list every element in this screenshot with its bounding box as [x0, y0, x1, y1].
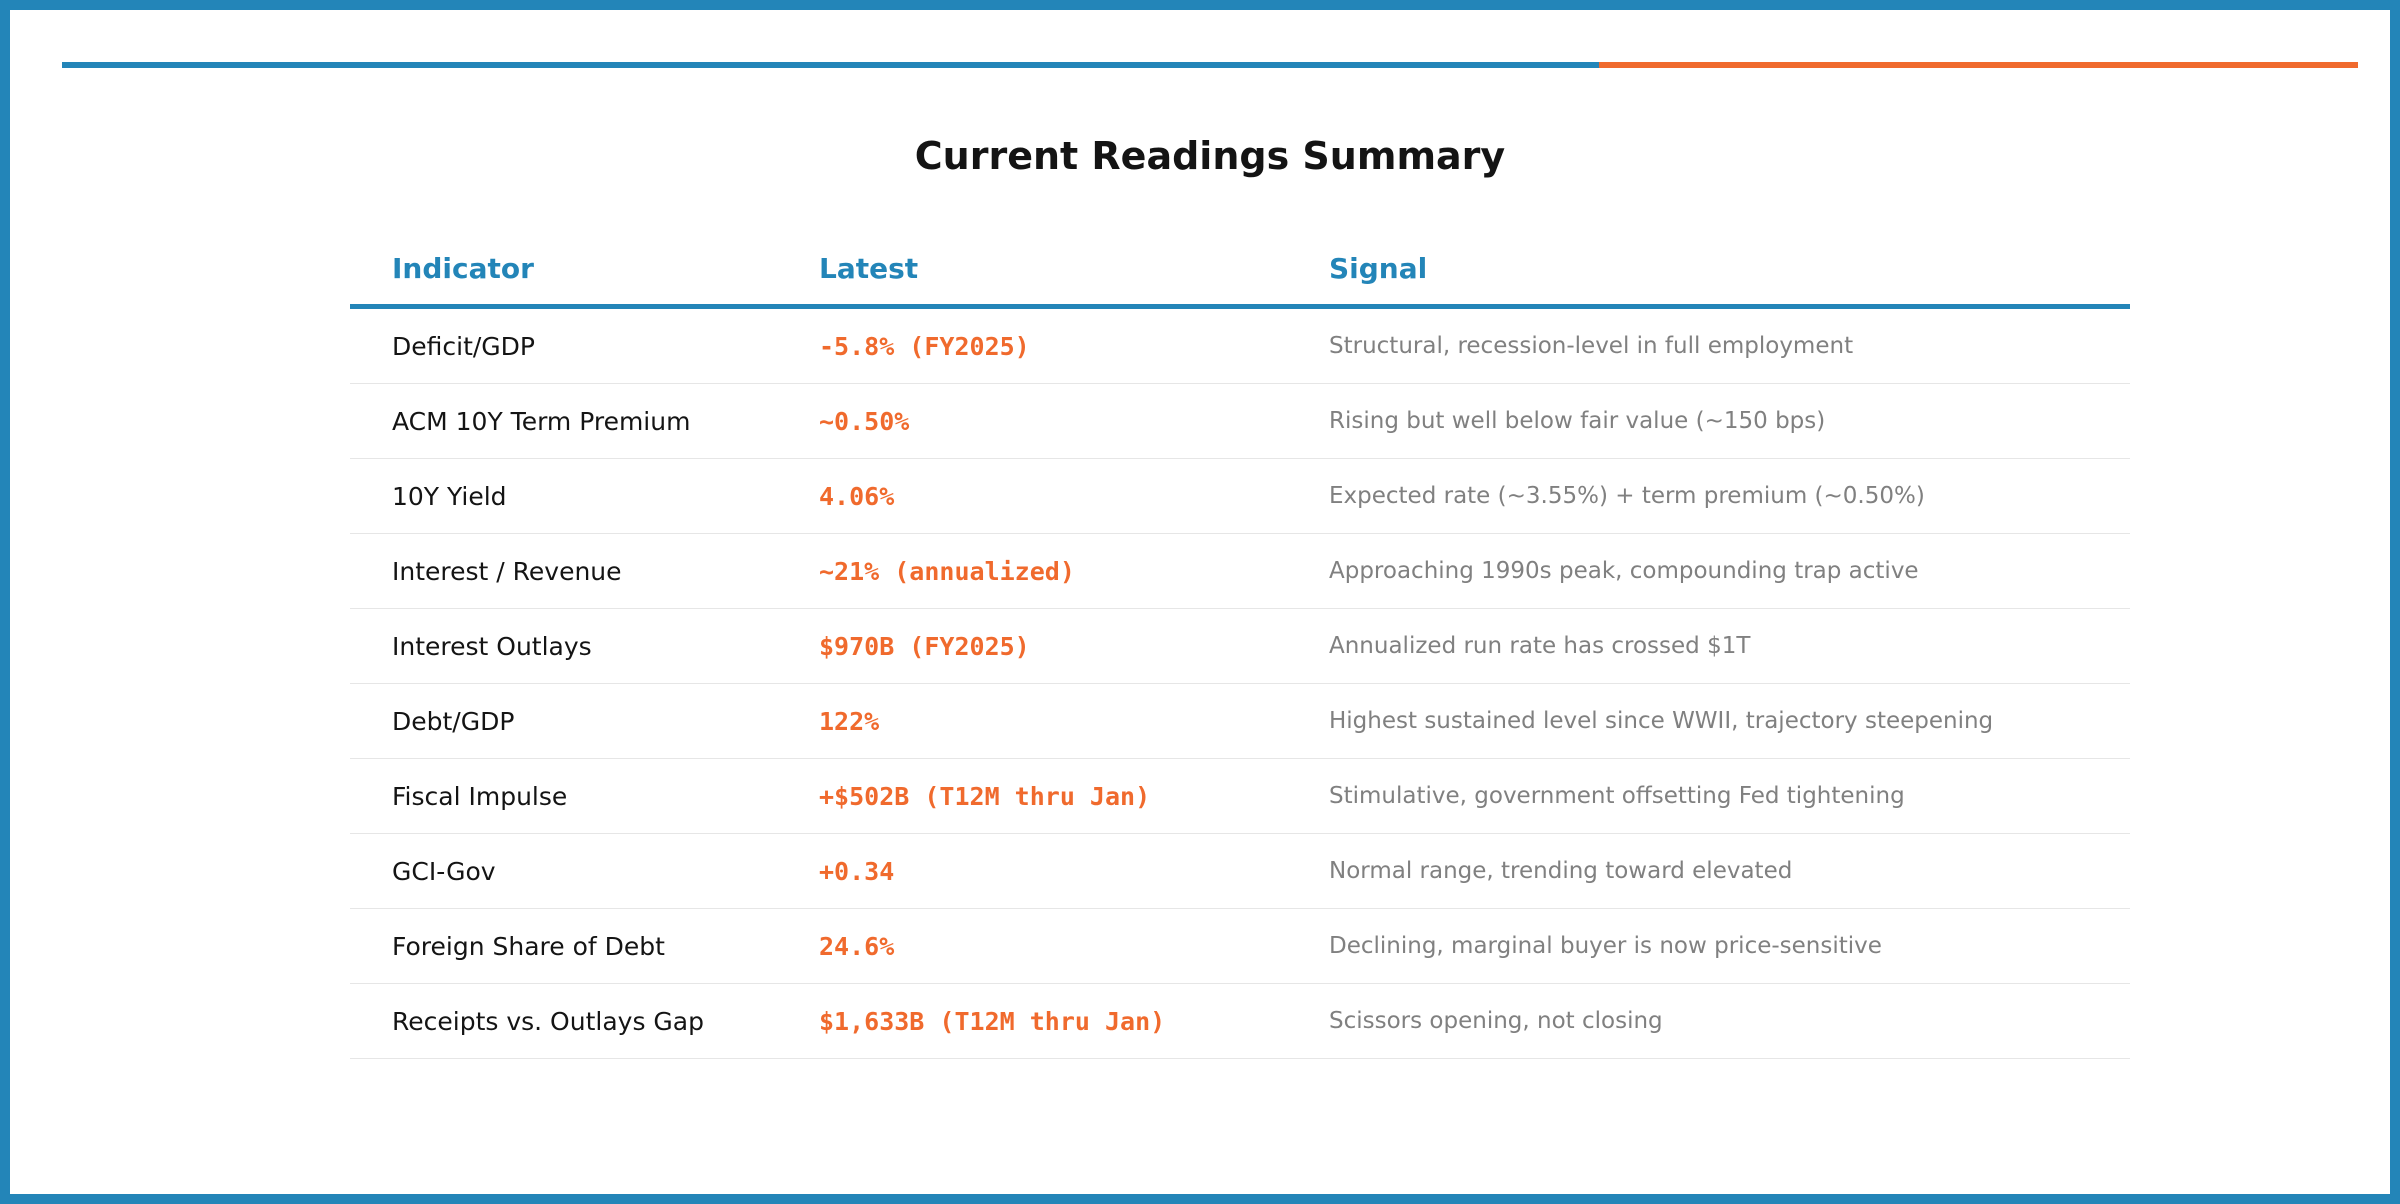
signal-cell: Declining, marginal buyer is now price-sensitive [1329, 909, 2130, 984]
table-row [350, 609, 2130, 684]
accent-bar [62, 62, 2358, 68]
indicator-cell: ACM 10Y Term Premium [350, 384, 819, 459]
latest-cell: $970B (FY2025) [819, 609, 1329, 684]
header-indicator: Indicator [350, 232, 819, 307]
signal-cell: Approaching 1990s peak, compounding trap active [1329, 534, 2130, 609]
indicator-cell: Interest Outlays [350, 609, 819, 684]
latest-cell: +0.34 [819, 834, 1329, 909]
latest-cell: ~0.50% [819, 384, 1329, 459]
indicator-cell: Foreign Share of Debt [350, 909, 819, 984]
latest-cell: 24.6% [819, 909, 1329, 984]
signal-cell: Structural, recession-level in full employment [1329, 307, 2130, 384]
readings-table [350, 232, 2130, 1059]
signal-cell: Rising but well below fair value (~150 bps) [1329, 384, 2130, 459]
table-header-row [350, 232, 2130, 307]
header-signal: Signal [1329, 232, 2130, 307]
indicator-cell: GCI-Gov [350, 834, 819, 909]
indicator-cell: Fiscal Impulse [350, 759, 819, 834]
signal-cell: Annualized run rate has crossed $1T [1329, 609, 2130, 684]
table-row [350, 984, 2130, 1059]
page-title: Current Readings Summary [914, 134, 1506, 178]
accent-bar-blue-segment [62, 62, 1599, 68]
table-row [350, 834, 2130, 909]
latest-cell: $1,633B (T12M thru Jan) [819, 984, 1329, 1059]
table-row [350, 384, 2130, 459]
table-row [350, 684, 2130, 759]
latest-cell: 122% [819, 684, 1329, 759]
signal-cell: Highest sustained level since WWII, trajectory steepening [1329, 684, 2130, 759]
latest-cell: +$502B (T12M thru Jan) [819, 759, 1329, 834]
indicator-cell: 10Y Yield [350, 459, 819, 534]
table-row [350, 909, 2130, 984]
signal-cell: Scissors opening, not closing [1329, 984, 2130, 1059]
indicator-cell: Receipts vs. Outlays Gap [350, 984, 819, 1059]
indicator-cell: Interest / Revenue [350, 534, 819, 609]
accent-bar-orange-segment [1599, 62, 2358, 68]
latest-cell: 4.06% [819, 459, 1329, 534]
indicator-cell: Debt/GDP [350, 684, 819, 759]
table-row [350, 459, 2130, 534]
indicator-cell: Deficit/GDP [350, 307, 819, 384]
signal-cell: Stimulative, government offsetting Fed tightening [1329, 759, 2130, 834]
table-row [350, 307, 2130, 384]
latest-cell: ~21% (annualized) [819, 534, 1329, 609]
signal-cell: Normal range, trending toward elevated [1329, 834, 2130, 909]
table-row [350, 759, 2130, 834]
header-latest: Latest [819, 232, 1329, 307]
latest-cell: -5.8% (FY2025) [819, 307, 1329, 384]
table-row [350, 534, 2130, 609]
signal-cell: Expected rate (~3.55%) + term premium (~0.50%) [1329, 459, 2130, 534]
